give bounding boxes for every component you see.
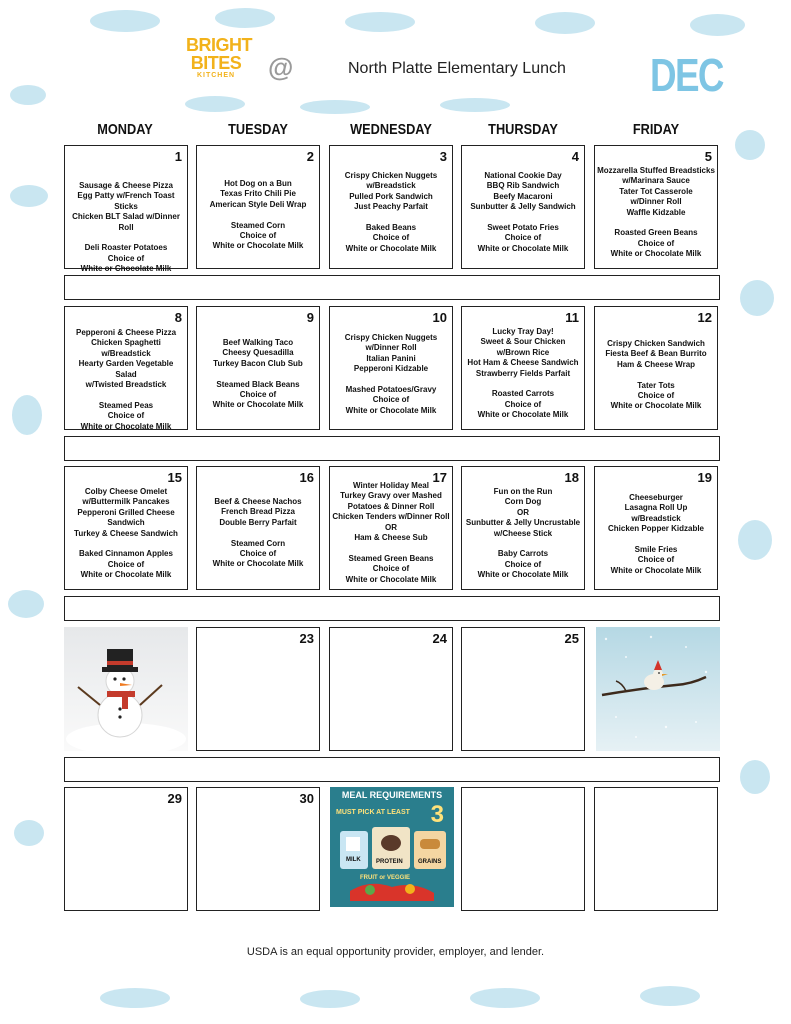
day-number: 12 — [697, 310, 712, 325]
day-cell — [594, 145, 718, 269]
day-cell — [594, 787, 718, 911]
day-menu: Winter Holiday Meal Turkey Gravy over Mashed Potatoes & Dinner Roll Chicken Tenders w/Dinner Roll OR Ham & Cheese Sub Steamed Green Beans Choice of White or Chocolate Milk — [332, 481, 450, 584]
day-number: 4 — [571, 149, 579, 164]
week-separator-bar — [64, 436, 720, 461]
page-title: North Platte Elementary Lunch — [348, 60, 566, 77]
logo-line2: BITES — [190, 53, 242, 73]
day-menu: Cheeseburger Lasagna Roll Up w/Breadstick Chicken Popper Kidzable Smile Fries Choice of White or Chocolate Milk — [607, 493, 705, 575]
day-cell — [329, 627, 453, 751]
day-cell — [594, 466, 718, 590]
day-number: 25 — [564, 631, 579, 646]
day-menu: Crispy Chicken Nuggets w/Breadstick Pulled Pork Sandwich Just Peachy Parfait Baked Beans Choice of White or Chocolate Milk — [344, 171, 438, 253]
day-menu: National Cookie Day BBQ Rib Sandwich Beefy Macaroni Sunbutter & Jelly Sandwich Sweet Potato Fries Choice of White or Chocolate Milk — [470, 171, 576, 253]
grains-label: GRAINS — [418, 859, 442, 865]
day-cell — [64, 466, 188, 590]
week-separator-bar — [64, 596, 720, 621]
day-cell — [196, 466, 320, 590]
milk-label: MILK — [346, 857, 361, 863]
day-cell — [461, 306, 585, 430]
day-cell — [329, 306, 453, 430]
meal-requirements-graphic — [330, 787, 454, 907]
day-menu: Sausage & Cheese Pizza Egg Patty w/French Toast Sticks Chicken BLT Salad w/Dinner Roll Deli Roaster Potatoes Choice of White or Chocolate Milk — [72, 181, 180, 274]
month-label: DEC — [650, 49, 723, 101]
day-header-monday: MONDAY — [97, 121, 153, 138]
day-number: 2 — [306, 149, 314, 164]
day-number: 8 — [174, 310, 182, 325]
day-menu: Pepperoni & Cheese Pizza Chicken Spaghetti w/Breadstick Hearty Garden Vegetable Salad w/Twisted Breadstick Steamed Peas Choice of White or Chocolate Milk — [75, 328, 177, 431]
day-cell — [196, 306, 320, 430]
day-cell — [329, 145, 453, 269]
day-cell — [196, 145, 320, 269]
day-menu: Crispy Chicken Sandwich Fiesta Beef & Bean Burrito Ham & Cheese Wrap Tater Tots Choice of White or Chocolate Milk — [605, 339, 707, 411]
day-menu: Colby Cheese Omelet w/Buttermilk Pancakes Pepperoni Grilled Cheese Sandwich Turkey & Cheese Sandwich Baked Cinnamon Apples Choice of White or Chocolate Milk — [74, 487, 178, 580]
day-number: 1 — [174, 149, 182, 164]
day-number: 10 — [432, 310, 447, 325]
logo-line3: KITCHEN — [196, 72, 236, 79]
snowman-picture — [64, 627, 188, 751]
day-header-friday: FRIDAY — [632, 121, 680, 138]
day-menu: Lucky Tray Day! Sweet & Sour Chicken w/Brown Rice Hot Ham & Cheese Sandwich Strawberry Fields Parfait Roasted Carrots Choice of White or Chocolate Milk — [467, 327, 579, 420]
logo-line1: BRIGHT — [186, 35, 252, 55]
day-menu: Hot Dog on a Bun Texas Frito Chili Pie American Style Deli Wrap Steamed Corn Choice of White or Chocolate Milk — [209, 179, 307, 251]
day-number: 15 — [167, 470, 182, 485]
day-menu: Fun on the Run Corn Dog OR Sunbutter & Jelly Uncrustable w/Cheese Stick Baby Carrots Choice of White or Chocolate Milk — [465, 487, 581, 580]
week-separator-bar — [64, 275, 720, 300]
day-menu: Beef & Cheese Nachos French Bread Pizza Double Berry Parfait Steamed Corn Choice of White or Chocolate Milk — [212, 497, 304, 569]
day-number: 19 — [697, 470, 712, 485]
day-number: 3 — [439, 149, 447, 164]
snowman-icon — [64, 627, 188, 751]
food-groups-icon — [330, 787, 454, 907]
day-cell — [594, 306, 718, 430]
meal-requirements-subtitle: MUST PICK AT LEAST — [336, 809, 410, 816]
day-cell — [461, 466, 585, 590]
day-cell — [461, 627, 585, 751]
day-menu: Beef Walking Taco Cheesy Quesadilla Turkey Bacon Club Sub Steamed Black Beans Choice of White or Chocolate Milk — [212, 338, 304, 410]
day-number: 18 — [564, 470, 579, 485]
day-header-tuesday: TUESDAY — [228, 121, 288, 138]
usda-footer: USDA is an equal opportunity provider, employer, and lender. — [246, 946, 545, 958]
day-cell — [64, 787, 188, 911]
winter-bird-picture — [596, 627, 720, 751]
protein-label: PROTEIN — [376, 859, 403, 865]
meal-requirements-count: 3 — [430, 801, 444, 828]
day-number: 29 — [167, 791, 182, 806]
day-cell — [196, 627, 320, 751]
day-header-thursday: THURSDAY — [488, 121, 558, 138]
meal-requirements-title: MEAL REQUIREMENTS — [341, 790, 443, 800]
day-cell — [461, 787, 585, 911]
day-menu: Crispy Chicken Nuggets w/Dinner Roll Italian Panini Pepperoni Kidzable Mashed Potatoes/Gravy Choice of White or Chocolate Milk — [344, 333, 438, 415]
day-number: 5 — [704, 149, 712, 164]
day-header-wednesday: WEDNESDAY — [350, 121, 432, 138]
day-cell — [64, 306, 188, 430]
fruit-veggie-label: FRUIT or VEGGIE — [360, 875, 411, 881]
day-cell — [461, 145, 585, 269]
day-cell — [64, 145, 188, 274]
at-symbol: @ — [268, 52, 294, 82]
day-number: 24 — [432, 631, 447, 646]
week-separator-bar — [64, 757, 720, 782]
day-number: 23 — [299, 631, 314, 646]
day-cell — [329, 466, 453, 590]
day-cell — [196, 787, 320, 911]
day-menu: Mozzarella Stuffed Breadsticks w/Marinara Sauce Tater Tot Casserole w/Dinner Roll Waffle Kidzable Roasted Green Beans Choice of White or Chocolate Milk — [597, 166, 715, 259]
day-number: 9 — [306, 310, 314, 325]
day-number: 17 — [432, 470, 447, 485]
day-number: 30 — [299, 791, 314, 806]
day-number: 16 — [299, 470, 314, 485]
bright-bites-logo — [186, 35, 252, 79]
day-number: 11 — [565, 310, 579, 325]
bird-icon — [596, 627, 720, 751]
